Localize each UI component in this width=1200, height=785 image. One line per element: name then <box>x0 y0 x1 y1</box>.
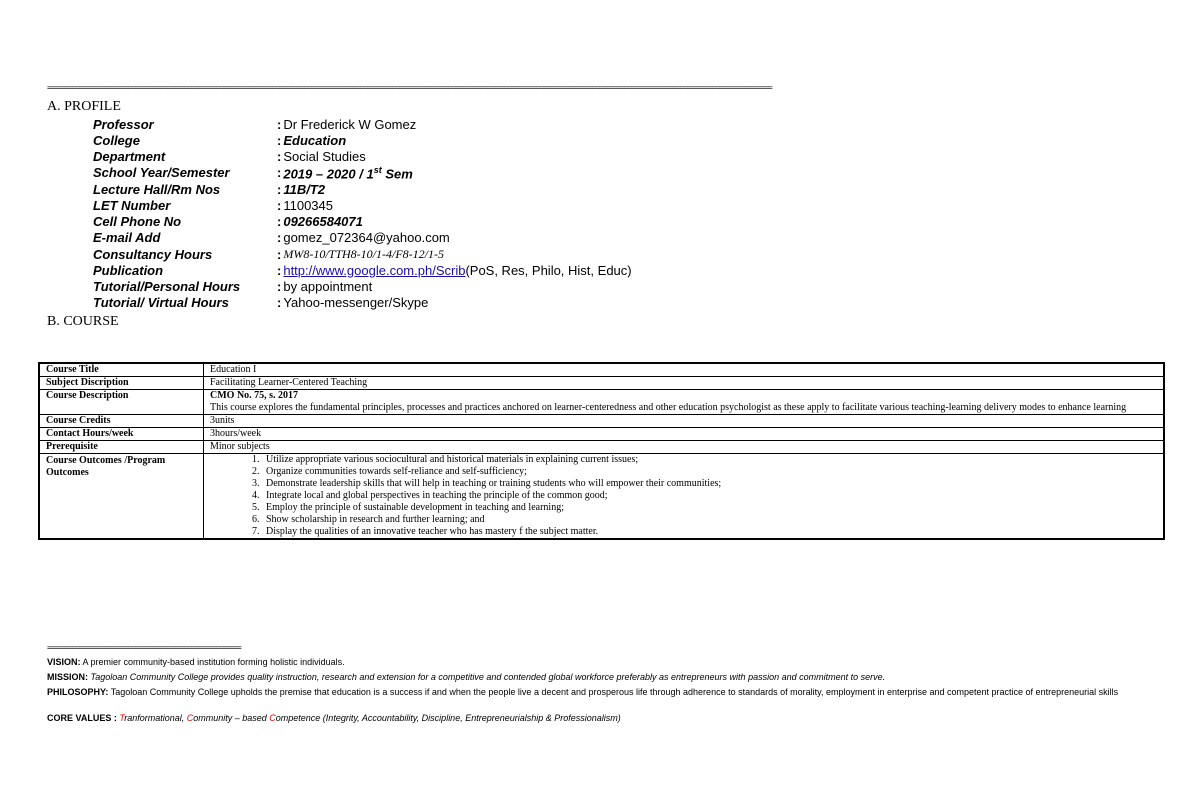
profile-label: LET Number <box>93 197 171 213</box>
footer-divider: ======================================================= <box>47 644 241 651</box>
credits-label: Course Credits <box>39 415 204 428</box>
list-item: 1. Utilize appropriate various sociocultural and historical materials in explaining current issues; <box>262 454 1157 466</box>
profile-row-tutorial-virtual: Tutorial/ Virtual Hours : Yahoo-messenger/Skype <box>93 295 429 311</box>
profile-row-publication: Publication : http://www.google.com.ph/Scrib (PoS, Res, Philo, Hist, Educ) <box>93 262 632 278</box>
profile-label: Consultancy Hours <box>93 246 213 262</box>
subject-value: Facilitating Learner-Centered Teaching <box>204 377 1165 390</box>
philosophy-label: PHILOSOPHY: <box>47 687 109 697</box>
profile-value: 11B/T2 <box>283 181 326 197</box>
core-values-label: CORE VALUES : <box>47 713 117 723</box>
profile-value: Education <box>283 132 347 148</box>
table-row <box>39 377 1164 390</box>
profile-label: Lecture Hall/Rm Nos <box>93 181 221 197</box>
philosophy-statement <box>47 686 1157 698</box>
publication-link[interactable]: http://www.google.com.ph/Scrib <box>283 262 466 278</box>
profile-row-cell-phone: Cell Phone No : 09266584071 <box>93 214 363 230</box>
profile-row-let-number: LET Number : 1100345 <box>93 197 333 213</box>
table-row <box>39 428 1164 441</box>
description-value <box>204 390 1165 415</box>
vision-text: A premier community-based institution forming holistic individuals. <box>82 657 345 667</box>
profile-row-lecture-hall: Lecture Hall/Rm Nos : 11B/T2 <box>93 181 326 197</box>
profile-value: (PoS, Res, Philo, Hist, Educ) <box>465 262 632 278</box>
profile-label: Department <box>93 149 166 165</box>
profile-label: College <box>93 132 140 148</box>
profile-value: Social Studies <box>283 149 366 165</box>
profile-value: 2019 – 2020 / 1st Sem <box>283 164 413 182</box>
description-text: This course explores the fundamental principles, processes and practices anchored on learner-centeredness and other education psychologist as these apply to facilitate various teaching-learning delivery modes to enhance learning <box>210 402 1127 413</box>
profile-value: MW8-10/TTH8-10/1-4/F8-12/1-5 <box>283 246 444 261</box>
section-b-heading: B. COURSE <box>47 314 119 329</box>
list-item: 2. Organize communities towards self-reliance and self-sufficiency; <box>262 466 1157 478</box>
mission-statement <box>47 671 1157 683</box>
profile-value: Yahoo-messenger/Skype <box>283 295 429 311</box>
prerequisite-label: Prerequisite <box>39 441 204 454</box>
table-row <box>39 390 1164 415</box>
profile-row-consultancy: Consultancy Hours : MW8-10/TTH8-10/1-4/F8-12/1-5 <box>93 246 444 262</box>
vision-label: VISION: <box>47 657 81 667</box>
profile-value: by appointment <box>283 279 373 295</box>
top-divider: ============================================================================================================================================================================================================== <box>47 84 772 91</box>
profile-row-school-year: School Year/Semester : 2019 – 2020 / 1st Sem <box>93 164 413 182</box>
philosophy-text: Tagoloan Community College upholds the premise that education is a success if and when the people live a decent and prosperous life through adherence to standards of morality, employment in enterprise and competent practice of entrepreneurial skills <box>110 687 1119 697</box>
table-row <box>39 454 1164 540</box>
list-item: 7. Display the qualities of an innovative teacher who has mastery f the subject matter. <box>262 526 1157 538</box>
credits-value: 3units <box>204 415 1165 428</box>
cmo-reference: CMO No. 75, s. 2017 <box>210 390 299 401</box>
list-item: 4. Integrate local and global perspectives in teaching the principle of the common good; <box>262 490 1157 502</box>
profile-label: Tutorial/ Virtual Hours <box>93 295 229 311</box>
mission-label: MISSION: <box>47 672 89 682</box>
outcomes-list <box>210 454 1157 538</box>
table-row <box>39 415 1164 428</box>
list-item: 6. Show scholarship in research and further learning; and <box>262 514 1157 526</box>
contact-hours-value: 3hours/week <box>204 428 1165 441</box>
profile-row-college: College : Education <box>93 132 347 148</box>
outcomes-value <box>204 454 1165 540</box>
list-item: 5. Employ the principle of sustainable development in teaching and learning; <box>262 502 1157 514</box>
section-a-heading: A. PROFILE <box>47 99 121 114</box>
course-table <box>38 362 1165 540</box>
outcomes-label: Course Outcomes /Program Outcomes <box>39 454 204 540</box>
table-row <box>39 363 1164 377</box>
profile-value: Dr Frederick W Gomez <box>283 116 417 132</box>
core-values-text: Tranformational, Community – based Competence (Integrity, Accountability, Discipline, Entrepreneurialship & Professionalism) <box>119 713 621 723</box>
profile-label: Tutorial/Personal Hours <box>93 279 241 295</box>
core-values-statement <box>47 712 1157 724</box>
profile-row-professor: Professor : Dr Frederick W Gomez <box>93 116 417 132</box>
profile-row-department: Department : Social Studies <box>93 149 366 165</box>
profile-label: Professor <box>93 116 154 132</box>
prerequisite-value: Minor subjects <box>204 441 1165 454</box>
description-label: Course Description <box>39 390 204 415</box>
profile-label: School Year/Semester <box>93 165 230 181</box>
profile-value: 1100345 <box>283 197 333 213</box>
table-row <box>39 441 1164 454</box>
profile-label: Publication <box>93 262 164 278</box>
course-title-value: Education I <box>204 363 1165 377</box>
contact-hours-label: Contact Hours/week <box>39 428 204 441</box>
profile-label: E-mail Add <box>93 230 161 246</box>
profile-value: gomez_072364@yahoo.com <box>283 230 450 246</box>
profile-list <box>93 116 632 311</box>
list-item: 3. Demonstrate leadership skills that will help in teaching or training students who will empower their communities; <box>262 478 1157 490</box>
profile-value: 09266584071 <box>283 214 363 230</box>
subject-label: Subject Discription <box>39 377 204 390</box>
mission-text: Tagoloan Community College provides quality instruction, research and extension for a competitive and contended global workforce preferably as entrepreneurs with passion and commitment to serve. <box>90 672 886 682</box>
vision-statement <box>47 656 1157 668</box>
profile-row-email: E-mail Add : gomez_072364@yahoo.com <box>93 230 450 246</box>
profile-row-tutorial-personal: Tutorial/Personal Hours : by appointment <box>93 279 373 295</box>
course-title-label: Course Title <box>39 363 204 377</box>
profile-label: Cell Phone No <box>93 214 182 230</box>
